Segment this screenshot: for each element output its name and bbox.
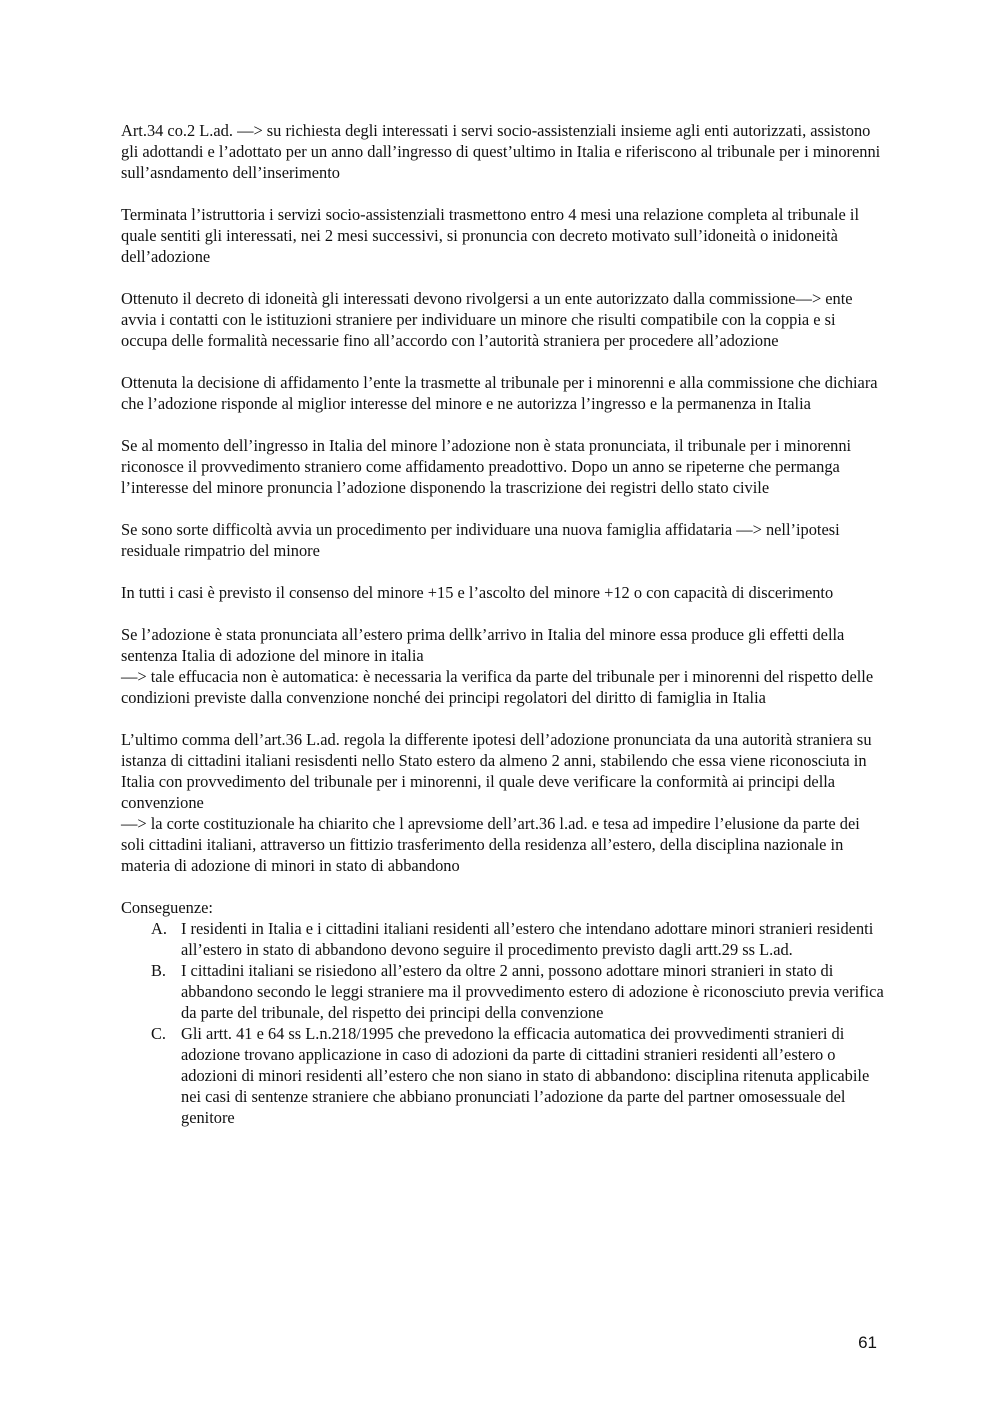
paragraph-consenso: In tutti i casi è previsto il consenso del minore +15 e l’ascolto del minore +12 o con capacità di discerimento xyxy=(121,583,834,602)
list-item-text: I residenti in Italia e i cittadini italiani residenti all’estero che intendano adottare minori stranieri residenti all’estero in stato di abbandono devono seguire il procedimento previsto dagli artt.29 ss L.ad. xyxy=(181,919,874,959)
paragraph-affidamento: Ottenuta la decisione di affidamento l’ente la trasmette al tribunale per i minorenni e alla commissione che dichiara che l’adozione risponde al miglior interesse del minore e ne autorizza l’ingresso e la permanenza in Italia xyxy=(121,373,878,413)
paragraph-istruttoria: Terminata l’istruttoria i servizi socio-assistenziali trasmettono entro 4 mesi una relazione completa al tribunale il quale sentiti gli interessati, nei 2 mesi successivi, si pronuncia con decreto motivato sull’idoneità o inidoneità dell’adozione xyxy=(121,205,860,266)
paragraph-decreto-idoneita: Ottenuto il decreto di idoneità gli interessati devono rivolgersi a un ente autorizzato dalla commissione—> ente avvia i contatti con le istituzioni straniere per individuare un minore che risulti compatibile con la coppia e si occupa delle formalità necessarie fino all’accordo con l’autorità straniera per procedere all’adozione xyxy=(121,289,853,350)
consequences-title: Conseguenze: xyxy=(121,898,213,917)
list-item-text: I cittadini italiani se risiedono all’estero da oltre 2 anni, possono adottare minori stranieri in stato di abbandono secondo le leggi straniere ma il provvedimento estero di adozione è riconosciuto previa verifica da parte del tribunale, del rispetto dei principi della convenzione xyxy=(181,961,884,1022)
list-item xyxy=(121,918,886,960)
list-marker: B. xyxy=(151,961,167,980)
paragraph-art36: L’ultimo comma dell’art.36 L.ad. regola la differente ipotesi dell’adozione pronunciata da una autorità straniera su istanza di cittadini italiani resisdenti nello Stato estero da almeno 2 anni, stabilendo che essa viene riconosciuta in Italia con provvedimento del tribunale per i minorenni, il quale deve verificare la conformità ai principi della convenzione —> la corte costituzionale ha chiarito che l aprevsiome dell’art.36 l.ad. e tesa ad impedire l’elusione da parte dei soli cittadini italiani, attraverso un fittizio trasferimento della residenza all’estero, della disciplina nazionale in materia di adozione di minori in stato di abbandono xyxy=(121,730,872,875)
paragraph-difficolta: Se sono sorte difficoltà avvia un procedimento per individuare una nuova famiglia affidataria —> nell’ipotesi residuale rimpatrio del minore xyxy=(121,520,840,560)
list-marker: C. xyxy=(151,1024,167,1043)
document-page xyxy=(121,120,886,1128)
list-marker: A. xyxy=(151,919,167,938)
list-item-text: Gli artt. 41 e 64 ss L.n.218/1995 che prevedono la efficacia automatica dei provvedimenti stranieri di adozione trovano applicazione in caso di adozioni da parte di cittadini stranieri residenti all’estero o adozioni di minori residenti all’estero che non siano in stato di abbandono: disciplina ritenuta applicabile nei casi di sentenze straniere che abbiano pronunciati l’adozione da parte del partner omosessuale del genitore xyxy=(181,1024,870,1127)
paragraph-ingresso-italia: Se al momento dell’ingresso in Italia del minore l’adozione non è stata pronunciata, il tribunale per i minorenni riconosce il provvedimento straniero come affidamento preadottivo. Dopo un anno se ripeterne che permanga l’interesse del minore pronuncia l’adozione disponendo la trascrizione dei registri dello stato civile xyxy=(121,436,852,497)
paragraph-adozione-estero: Se l’adozione è stata pronunciata all’estero prima dellk’arrivo in Italia del minore essa produce gli effetti della sentenza Italia di adozione del minore in italia —> tale effucacia non è automatica: è necessaria la verifica da parte del tribunale per i minorenni del rispetto delle condizioni previste dalla convenzione nonché dei principi regolatori del diritto di famiglia in Italia xyxy=(121,625,874,707)
list-item xyxy=(121,960,886,1023)
paragraph-art34: Art.34 co.2 L.ad. —> su richiesta degli interessati i servi socio-assistenziali insieme agli enti autorizzati, assistono gli adottandi e l’adottato per un anno dall’ingresso di quest’ultimo in Italia e riferiscono al tribunale per i minorenni sull’asndamento dell’inserimento xyxy=(121,121,881,182)
consequences-list xyxy=(121,918,886,1128)
page-number: 61 xyxy=(858,1333,877,1352)
list-item xyxy=(121,1023,886,1128)
